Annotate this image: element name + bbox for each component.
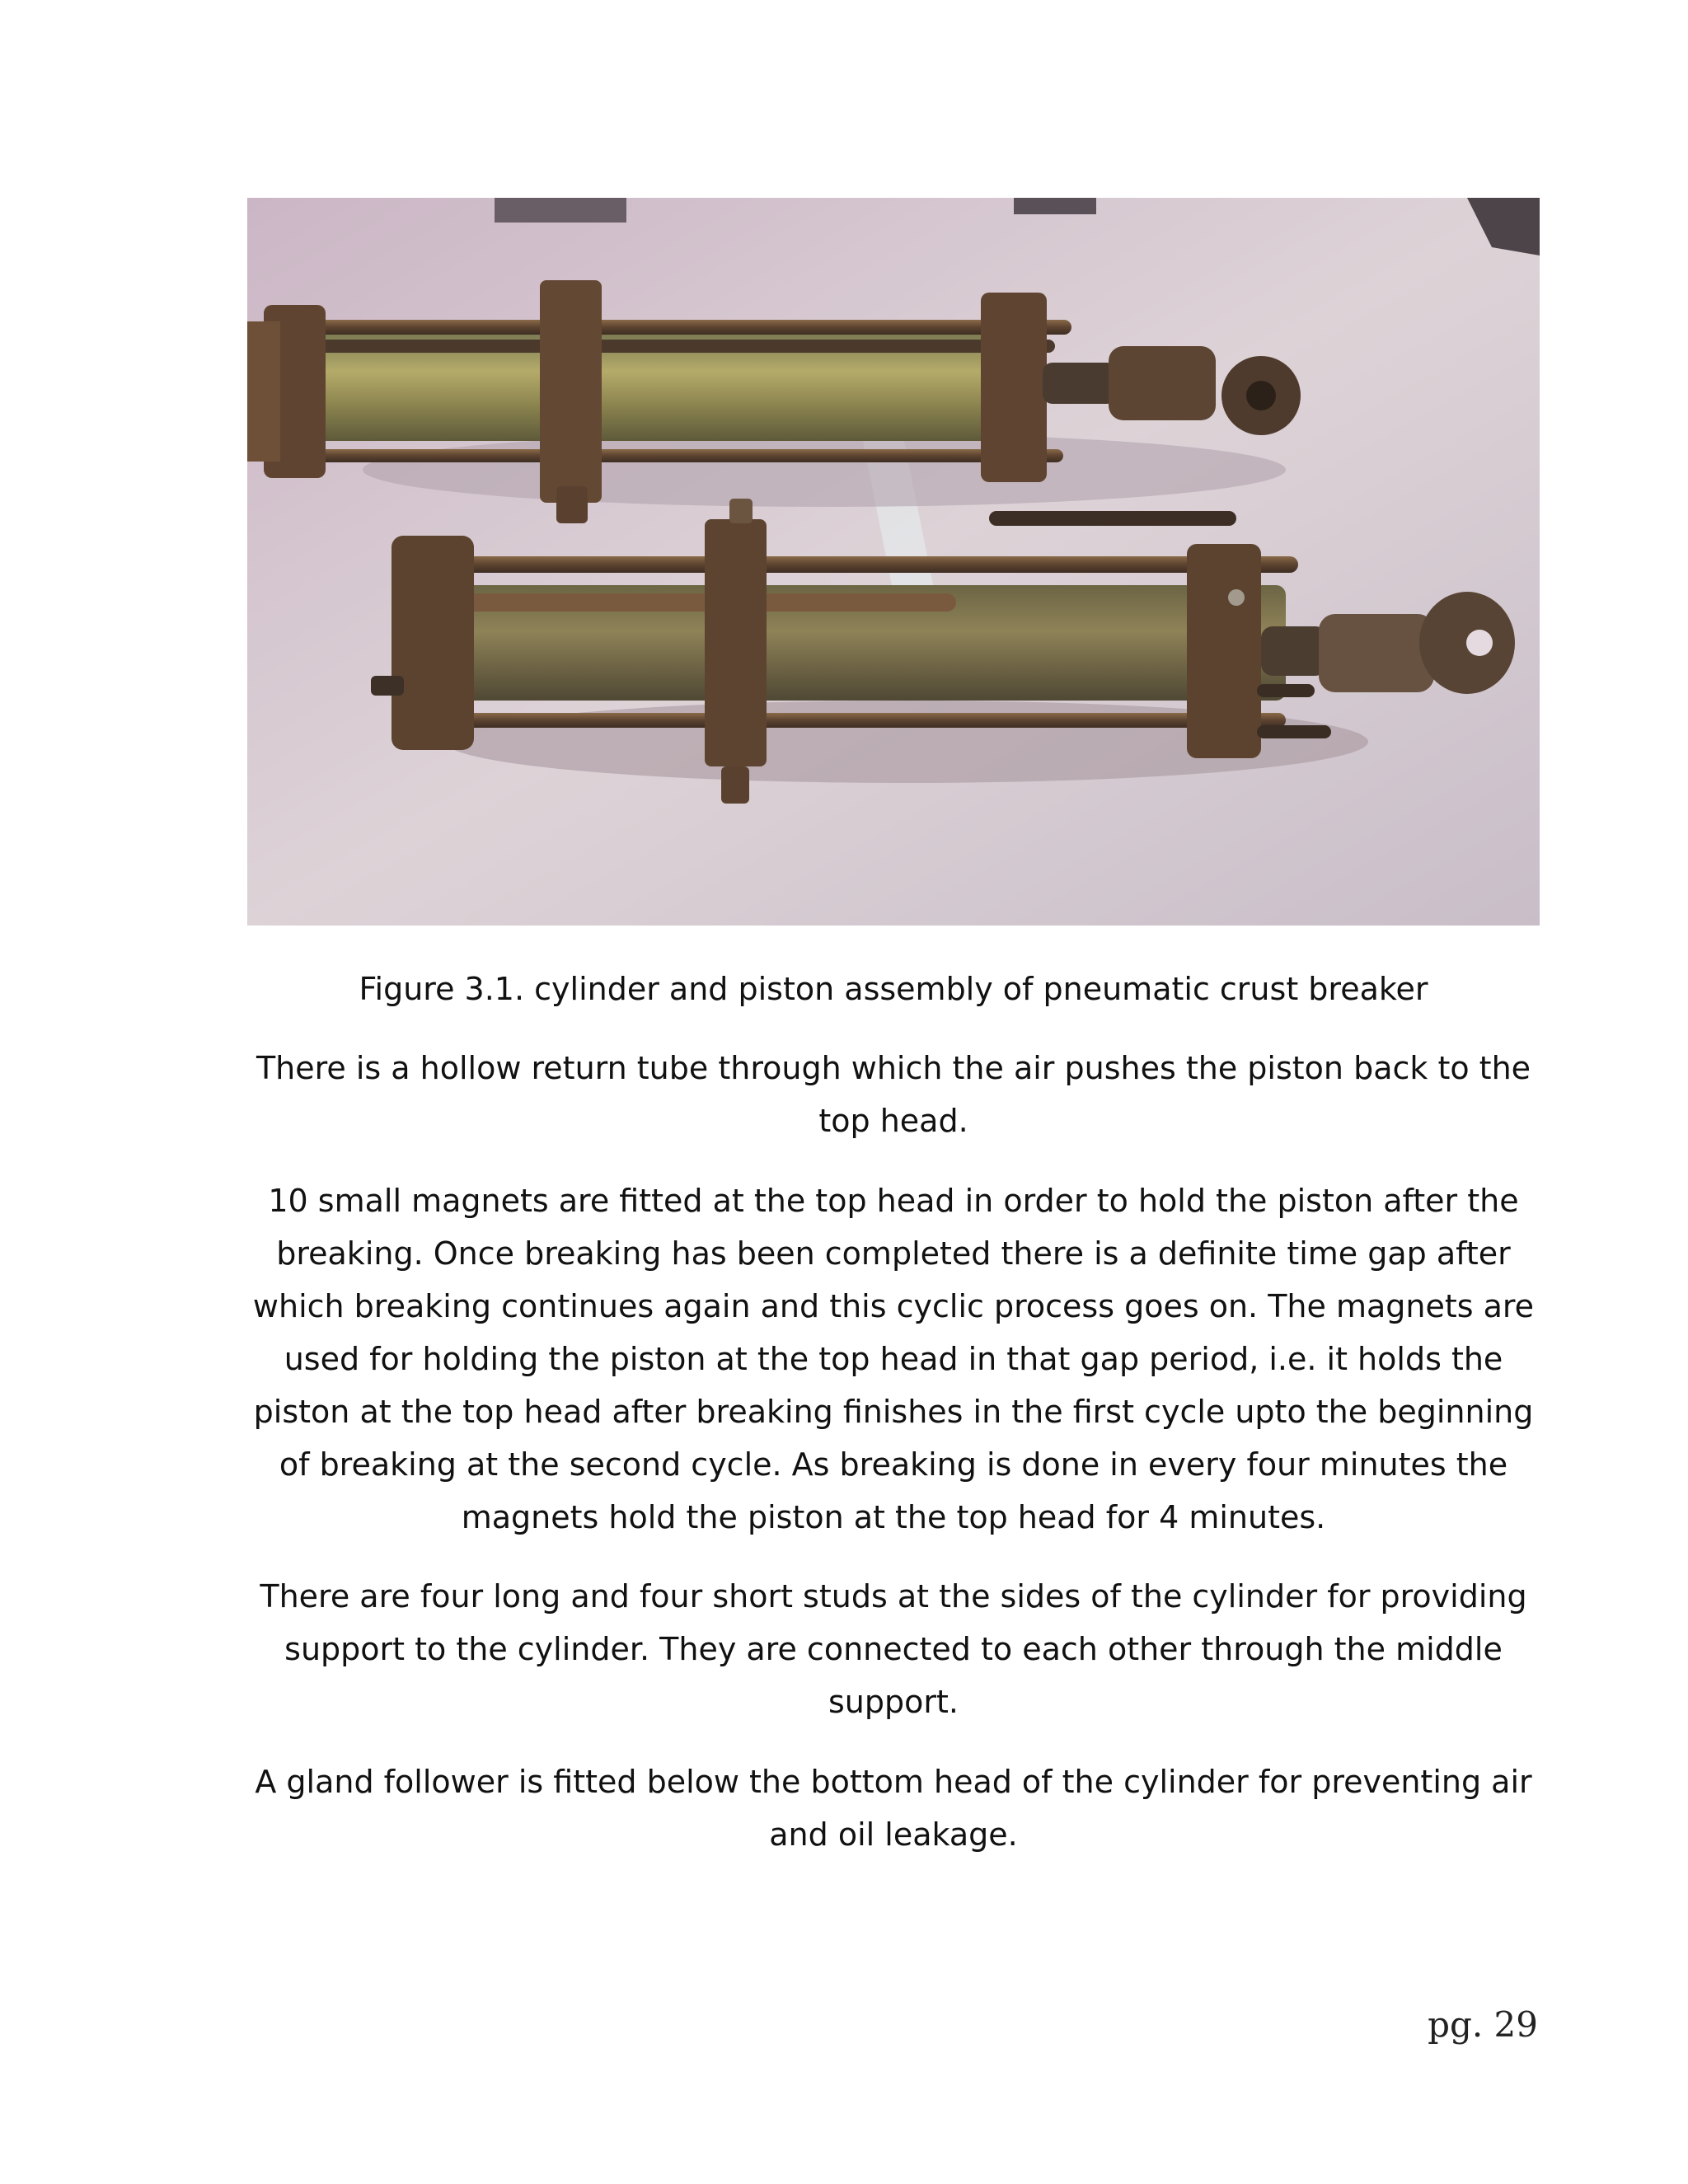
paragraph-return-tube: There is a hollow return tube through which the air pushes the piston back to the top head. [256,1050,1531,1139]
page-number: pg. 29 [1428,2004,1538,2045]
figure-photo [247,198,1540,926]
paragraph-magnets: 10 small magnets are fitted at the top head in order to hold the piston after the breaking. Once breaking has been completed there is a definite time gap after which breaking continues again and this cyclic process goes on. The magnets are used for holding the piston at the top head in that gap period, i.e. it holds the piston at the top head after breaking finishes in the first cycle upto the beginning of breaking at the second cycle. As breaking is done in every four minutes the magnets hold the piston at the top head for 4 minutes. [252,1183,1535,1535]
paragraph-studs: There are four long and four short studs at the sides of the cylinder for providing support to the cylinder. They are connected to each other through the middle support. [260,1578,1527,1720]
paragraph-gland-follower: A gland follower is fitted below the bottom head of the cylinder for preventing air and oil leakage. [255,1764,1532,1853]
figure-caption: Figure 3.1. cylinder and piston assembly of pneumatic crust breaker [359,971,1428,1007]
cylinder-assemblies-photo [247,198,1540,926]
